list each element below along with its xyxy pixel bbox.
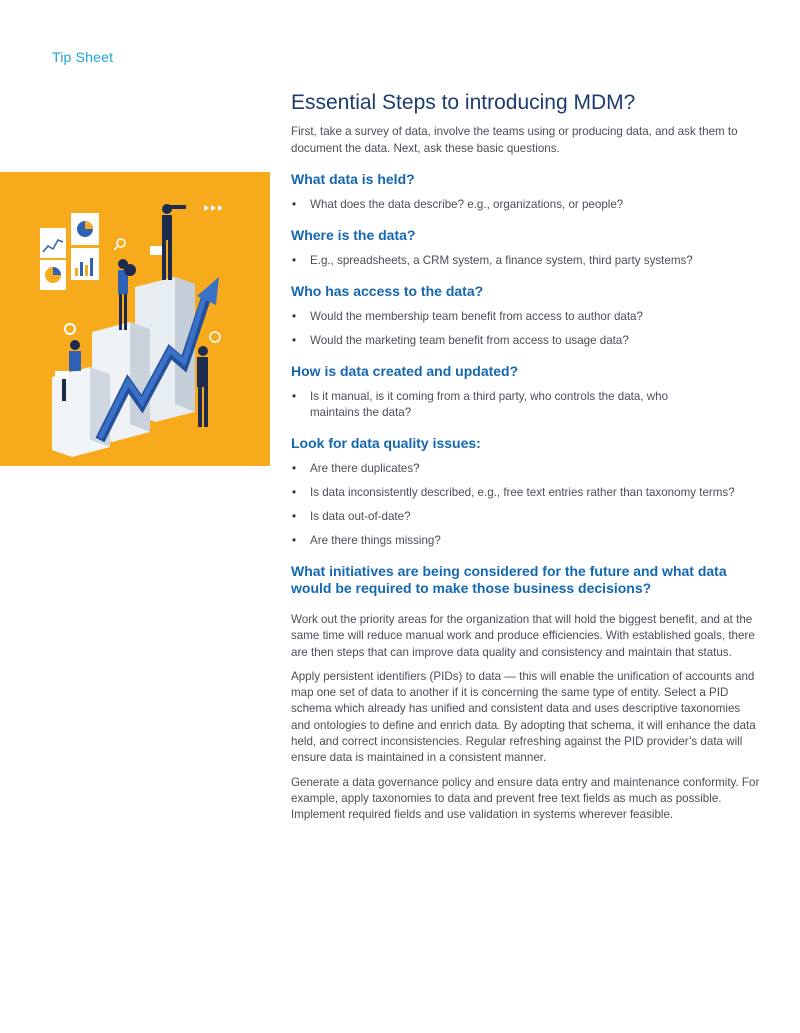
section-heading: What data is held? xyxy=(291,171,415,187)
lightbulb-icon xyxy=(210,332,220,342)
dashboard-cards-icon xyxy=(40,213,99,290)
tip-sheet-label: Tip Sheet xyxy=(52,49,114,65)
section-data-creation xyxy=(291,363,761,421)
future-heading: What initiatives are being considered for the future and what data would be required to make those business decisions? xyxy=(291,563,727,596)
section-data-quality xyxy=(291,435,761,549)
section-heading: Who has access to the data? xyxy=(291,283,484,299)
list-item: • What does the data describe? e.g., organizations, or people? xyxy=(292,198,624,211)
list-item: • Is data inconsistently described, e.g., free text entries rather than taxonomy terms? xyxy=(292,486,735,499)
section-heading: How is data created and updated? xyxy=(291,363,519,379)
paragraph: Apply persistent identifiers (PIDs) to data — this will enable the unification of accounts and map one set of data to another if it is concerning the same type of entity. Select a PID schema which already has unified and consistent data and uses descriptive taxonomies and ontologies to define and enrich data. By adopting that schema, it will enhance the data held, and correct inconsistencies. Regular refreshing against the PID provider’s data will ensure data is maintained in a consistent manner. xyxy=(291,669,756,765)
paragraph: Generate a data governance policy and ensure data entry and maintenance conformity. For example, apply taxonomies to data and prevent free text fields as much as possible. Implement required fields and use validation in systems wherever feasible. xyxy=(291,775,760,822)
list-item: • Would the membership team benefit from access to author data? xyxy=(292,310,643,323)
main-content xyxy=(291,90,761,832)
section-data-location xyxy=(291,227,761,269)
section-heading: Where is the data? xyxy=(291,227,416,243)
list-item: • E.g., spreadsheets, a CRM system, a finance system, third party systems? xyxy=(292,254,693,267)
business-growth-illustration xyxy=(0,172,270,466)
section-heading: Look for data quality issues: xyxy=(291,435,481,451)
list-item: • Would the marketing team benefit from access to usage data? xyxy=(292,334,629,347)
section-data-access xyxy=(291,283,761,349)
list-item: • Is data out-of-date? xyxy=(292,510,411,523)
magnifier-icon xyxy=(117,239,125,247)
list-item: • Is it manual, is it coming from a third party, who controls the data, who maintains the data? xyxy=(292,390,669,419)
person-tablet xyxy=(118,259,136,330)
paragraph: Work out the priority areas for the organization that will hold the biggest benefit, and at the same time will reduce manual work and produce efficiencies. With established goals, there are then steps that can improve data quality and consistency and maintain that status. xyxy=(291,613,755,659)
intro-paragraph: First, take a survey of data, involve the teams using or producing data, and ask them to document the data. Next, ask these basic questions. xyxy=(291,125,738,155)
page-title: Essential Steps to introducing MDM? xyxy=(291,91,636,114)
list-item: • Are there duplicates? xyxy=(292,462,420,475)
list-item: • Are there things missing? xyxy=(292,534,441,547)
section-data-held xyxy=(291,171,761,213)
person-telescope xyxy=(150,204,186,280)
gear-icon xyxy=(65,324,75,334)
person-pushing xyxy=(197,346,208,427)
